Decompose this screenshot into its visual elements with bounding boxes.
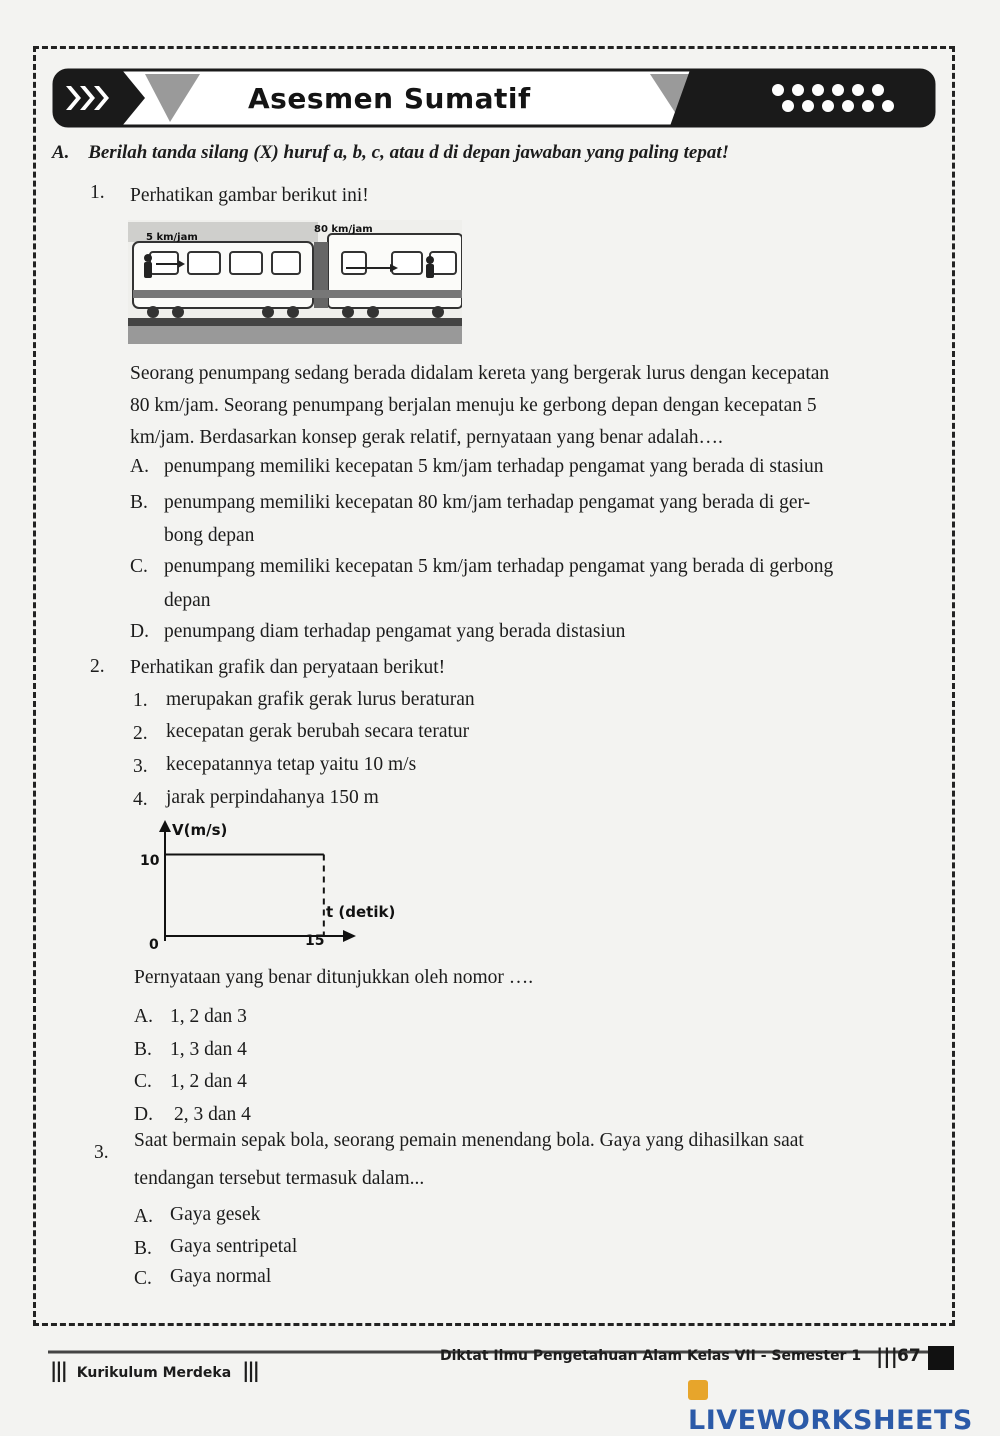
page-number: 67 xyxy=(897,1346,921,1366)
statement-number: 4. xyxy=(133,789,148,810)
statement-text: jarak perpindahanya 150 m xyxy=(166,787,379,808)
watermark-logo[interactable] xyxy=(688,1374,988,1436)
page-tab xyxy=(928,1346,954,1370)
option-text[interactable]: penumpang memiliki kecepatan 80 km/jam terhadap pengamat yang berada di ger- xyxy=(164,492,811,513)
velocity-time-chart xyxy=(130,816,420,956)
option-letter[interactable]: C. xyxy=(134,1071,152,1092)
x-tick-label: 15 xyxy=(305,933,325,949)
walk-speed-label: 5 km/jam xyxy=(146,232,198,243)
passenger-icon xyxy=(144,254,152,278)
stem-line: km/jam. Berdasarkan konsep gerak relatif, pernyataan yang benar adalah…. xyxy=(130,427,723,448)
curriculum-label: Kurikulum Merdeka xyxy=(76,1365,232,1381)
x-axis-arrow-icon xyxy=(343,930,356,942)
bars-icon: ||| xyxy=(242,1358,258,1382)
option-text[interactable]: 2, 3 dan 4 xyxy=(174,1104,251,1125)
option-letter[interactable]: A. xyxy=(130,456,149,477)
liveworksheets-logo-icon xyxy=(688,1380,708,1400)
option-text[interactable]: Gaya sentripetal xyxy=(170,1236,298,1257)
instruction-text: Berilah tanda silang (X) huruf a, b, c, atau d di depan jawaban yang paling tepat! xyxy=(88,142,730,163)
option-text[interactable]: 1, 3 dan 4 xyxy=(170,1039,247,1060)
option-text[interactable]: Gaya gesek xyxy=(170,1204,261,1225)
option-letter[interactable]: B. xyxy=(130,492,148,513)
section-instruction xyxy=(52,142,932,164)
bars-icon: ||| xyxy=(50,1358,66,1382)
option-letter[interactable]: A. xyxy=(134,1006,153,1027)
question-number: 2. xyxy=(90,656,105,677)
y-axis-arrow-icon xyxy=(159,820,171,832)
statement-text: merupakan grafik gerak lurus beraturan xyxy=(166,689,475,710)
origin-label: 0 xyxy=(149,937,159,953)
passenger-icon xyxy=(426,256,434,278)
question-number: 1. xyxy=(90,182,105,203)
y-axis-label: V(m/s) xyxy=(172,821,228,839)
y-tick-label: 10 xyxy=(140,853,160,869)
option-text[interactable]: penumpang memiliki kecepatan 5 km/jam terhadap pengamat yang berada di stasiun xyxy=(164,456,824,477)
statement-number: 2. xyxy=(133,723,148,744)
option-text[interactable]: 1, 2 dan 4 xyxy=(170,1071,247,1092)
question-stem xyxy=(134,1122,940,1198)
question-intro: Perhatikan gambar berikut ini! xyxy=(130,185,369,206)
statement-text: kecepatannya tetap yaitu 10 m/s xyxy=(166,754,417,775)
option-letter[interactable]: B. xyxy=(134,1039,152,1060)
stem-line: 80 km/jam. Seorang penumpang berjalan menuju ke gerbong depan dengan kecepatan 5 xyxy=(130,395,817,416)
option-letter[interactable]: C. xyxy=(134,1268,152,1289)
option-text[interactable]: penumpang diam terhadap pengamat yang berada distasiun xyxy=(164,621,626,642)
x-axis-label: t (detik) xyxy=(326,903,396,921)
question-text: Pernyataan yang benar ditunjukkan oleh nomor …. xyxy=(134,967,534,988)
statement-number: 1. xyxy=(133,690,148,711)
option-text[interactable]: 1, 2 dan 3 xyxy=(170,1006,247,1027)
stem-line: Saat bermain sepak bola, seorang pemain menendang bola. Gaya yang dihasilkan saat xyxy=(134,1130,804,1151)
footer-book-title: Diktat Ilmu Pengetahuan Alam Kelas VII - Semester 1 xyxy=(440,1348,862,1364)
question-stem xyxy=(130,358,938,454)
page-title: Asesmen Sumatif xyxy=(248,82,531,115)
bars-icon: ||| xyxy=(876,1344,898,1368)
stem-line: Seorang penumpang sedang berada didalam kereta yang bergerak lurus dengan kecepatan xyxy=(130,363,830,384)
option-text[interactable]: penumpang memiliki kecepatan 5 km/jam terhadap pengamat yang berada di gerbong xyxy=(164,556,834,577)
option-text[interactable]: Gaya normal xyxy=(170,1266,272,1287)
question-number: 3. xyxy=(94,1142,109,1163)
option-letter[interactable]: D. xyxy=(134,1104,153,1125)
option-text-cont[interactable]: depan xyxy=(164,590,211,611)
section-letter: A. xyxy=(52,142,70,163)
option-letter[interactable]: D. xyxy=(130,621,149,642)
option-letter[interactable]: A. xyxy=(134,1206,153,1227)
question-intro: Perhatikan grafik dan peryataan berikut! xyxy=(130,657,446,678)
train-speed-label: 80 km/jam xyxy=(314,224,373,235)
statement-number: 3. xyxy=(133,756,148,777)
option-text-cont[interactable]: bong depan xyxy=(164,525,255,546)
statement-text: kecepatan gerak berubah secara teratur xyxy=(166,721,470,742)
option-letter[interactable]: C. xyxy=(130,556,148,577)
option-letter[interactable]: B. xyxy=(134,1238,152,1259)
train-illustration xyxy=(128,220,462,344)
footer-curriculum xyxy=(50,1358,260,1388)
stem-line: tendangan tersebut termasuk dalam... xyxy=(134,1168,425,1189)
watermark-text: LIVEWORKSHEETS xyxy=(688,1405,973,1436)
